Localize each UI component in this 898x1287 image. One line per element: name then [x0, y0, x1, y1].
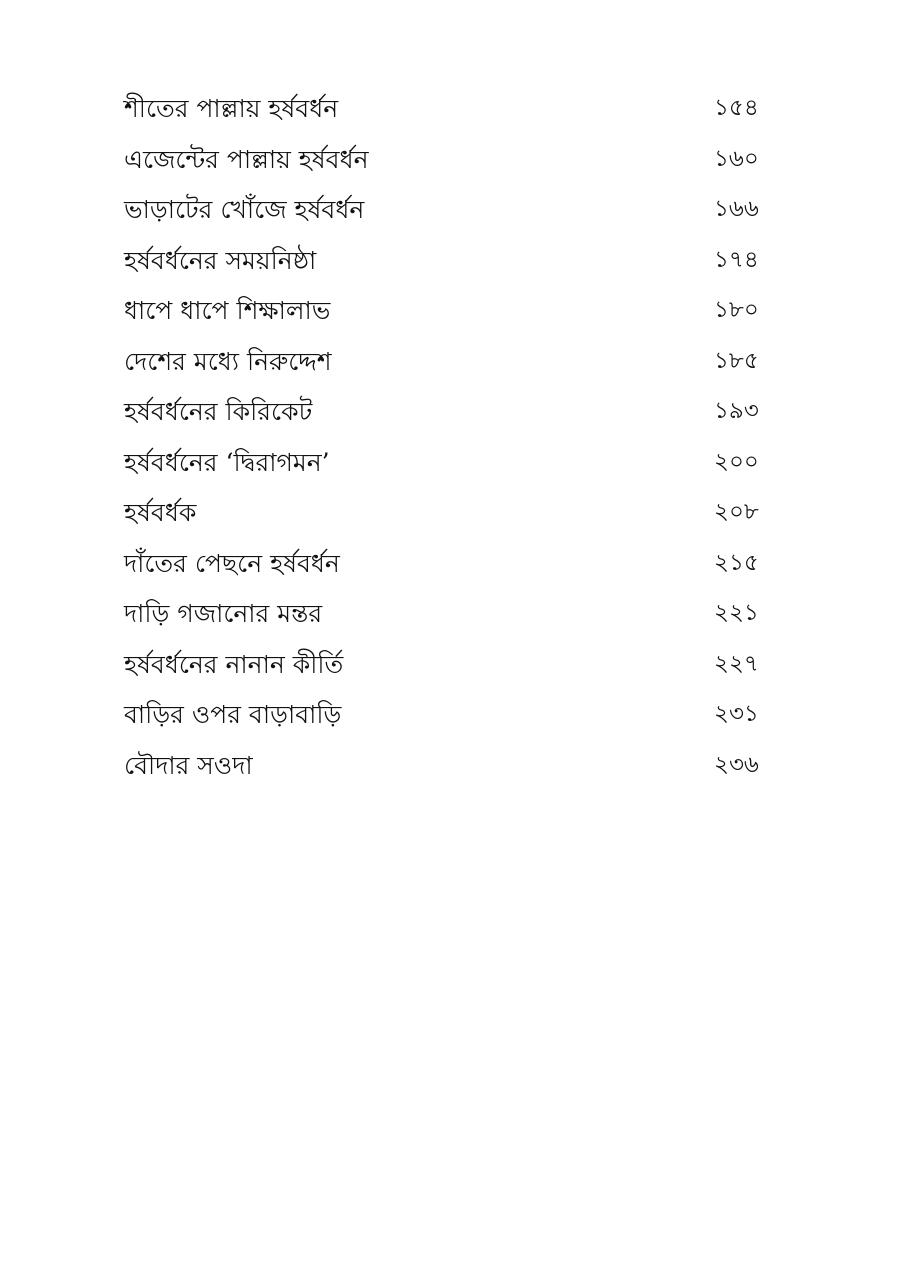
- toc-entry-page: ১৬৬: [714, 196, 759, 223]
- toc-entry: [124, 488, 774, 539]
- toc-entry: [124, 135, 774, 186]
- toc-entry-page: ২২৭: [714, 650, 759, 677]
- toc-entry-page: ২০৮: [714, 499, 759, 526]
- toc-entry: [124, 387, 774, 438]
- toc-entry: [124, 84, 774, 135]
- toc-entry: [124, 690, 774, 741]
- toc-entry-title: দেশের মধ্যে নিরুদ্দেশ: [124, 346, 332, 376]
- toc-entry-title: হর্ষবর্ধনের সময়নিষ্ঠা: [124, 245, 317, 275]
- toc-entry-page: ২১৫: [714, 549, 759, 576]
- toc-entry-page: ১৯৩: [714, 398, 759, 425]
- toc-entry: [124, 337, 774, 388]
- toc-entry-title: এজেন্টের পাল্লায় হর্ষবর্ধন: [124, 144, 369, 174]
- toc-entry-page: ১৫৪: [714, 95, 759, 122]
- toc-entry: [124, 589, 774, 640]
- toc-entry-title: ধাপে ধাপে শিক্ষালাভ: [124, 296, 331, 326]
- toc-entry: [124, 539, 774, 590]
- toc-entry: [124, 640, 774, 691]
- toc-entry: [124, 438, 774, 489]
- toc-entry-page: ২৩১: [714, 701, 759, 728]
- toc-entry-title: বৌদার সওদা: [124, 750, 253, 780]
- toc-entry-title: হর্ষবর্ধনের ‘দ্বিরাগমন’: [124, 447, 330, 477]
- toc-entry-title: দাঁতের পেছনে হর্ষবর্ধন: [124, 548, 340, 578]
- toc-entry: [124, 741, 774, 792]
- toc-entry-title: শীতের পাল্লায় হর্ষবর্ধন: [124, 94, 339, 124]
- toc-entry-title: বাড়ির ওপর বাড়াবাড়ি: [124, 700, 342, 730]
- toc-entry-page: ২৩৬: [714, 751, 759, 778]
- toc-entry-title: ভাড়াটের খোঁজে হর্ষবর্ধন: [124, 195, 365, 225]
- toc-entry-page: ১৬০: [714, 145, 759, 172]
- toc-entry-title: হর্ষবর্ধনের কিরিকেট: [124, 397, 313, 427]
- toc-entry-page: ২২১: [714, 600, 759, 627]
- toc-entry-title: হর্ষবর্ধনের নানান কীর্তি: [124, 649, 344, 679]
- toc-entry-page: ১৮৫: [714, 347, 759, 374]
- toc-entry-page: ১৮০: [714, 297, 759, 324]
- toc-entry: [124, 286, 774, 337]
- toc-entry-title: দাড়ি গজানোর মন্তর: [124, 599, 323, 629]
- table-of-contents: [124, 84, 774, 791]
- toc-entry-page: ১৭৪: [714, 246, 759, 273]
- toc-entry-page: ২০০: [714, 448, 759, 475]
- toc-entry-title: হর্ষবর্ধক: [124, 498, 197, 528]
- toc-entry: [124, 185, 774, 236]
- toc-entry: [124, 236, 774, 287]
